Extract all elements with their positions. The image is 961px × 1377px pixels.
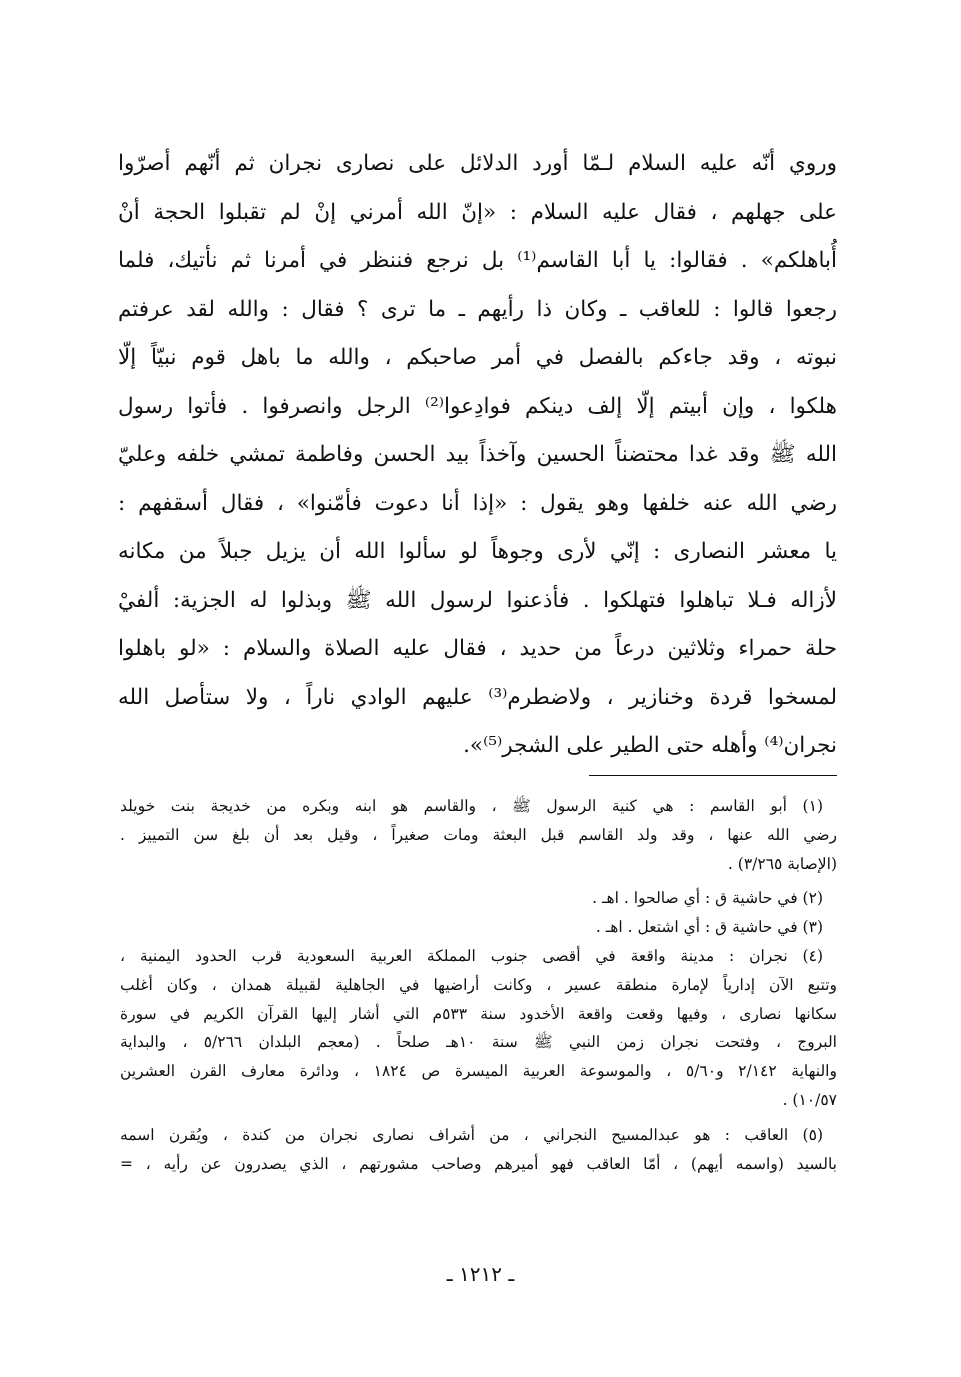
footnote-1 xyxy=(120,792,837,878)
main-text-line: على جهلهم ، فقال عليه السلام : «إنّ الله أمرني إنْ لم تقبلوا الحجة أنْ xyxy=(118,199,837,225)
main-text-block xyxy=(118,140,837,771)
footnote-line: وتتبع الآن إدارياً لإمارة منطقة عسير ، وكانت أراضيها في الجاهلية لقبيلة همدان ، وكان أغلب xyxy=(120,975,837,994)
footnote-separator xyxy=(589,775,837,776)
main-text-line: الله ﷺ وقد غدا محتضناً الحسين وآخذاً بيد الحسن وفاطمة تمشي خلفه وعليّ xyxy=(118,442,837,467)
main-text-line: وروي أنّه عليه السلام لـمّا أورد الدلائل على نصارى نجران ثم أنّهم أصرّوا xyxy=(118,151,837,176)
main-text-line: حلة حمراء وثلاثين درعاً من حديد ، فقال عليه الصلاة والسلام : «لو باهلوا xyxy=(118,636,837,661)
main-text-line: نبوته ، وقد جاءكم بالفصل في أمر صاحبكم ، والله ما باهل قوم نبيّاً إلّا xyxy=(118,345,837,370)
main-text-line: رضي الله عنه خلفها وهو يقول : «إذا أنا دعوت فأمّنوا» ، فقال أسقفهم : xyxy=(118,490,837,516)
footnote-3 xyxy=(120,913,837,942)
footnote-line: (٢) في حاشية ق : أي صالحوا . اهـ . xyxy=(592,889,823,908)
footnote-line: (٥) العاقب : هو عبدالمسيح النجراني ، من أشراف نصارى نجران من كندة ، ويُقرن اسمه xyxy=(120,1125,823,1144)
main-text-line: رجعوا قالوا : للعاقب ـ وكان ذا رأيهم ـ ما ترى ؟ فقال : والله لقد عرفتم xyxy=(118,296,837,322)
main-text-line: يا معشر النصارى : إنّي لأرى وجوهاً لو سألوا الله أن يزيل جبلاً من مكانه xyxy=(118,539,837,564)
footnote-line: (٤) نجران : مدينة واقعة في أقصى جنوب المملكة العربية السعودية قرب الحدود اليمنية ، xyxy=(120,946,823,965)
main-text-line: هلكوا ، وإن أبيتم إلّا إلف دينكم فوادِعوا⁽²⁾ الرجل وانصرفوا . فأتوا رسول xyxy=(118,393,837,419)
footnote-line: (١) أبو القاسم : هي كنية الرسول ﷺ ، والقاسم هو ابنه وبكره من خديجة بنت خويلد xyxy=(120,797,823,815)
footnote-line: (الإصابة ٣/٢٦٥) . xyxy=(727,854,837,873)
main-text-line: نجران⁽⁴⁾ وأهله حتى الطير على الشجر⁽⁵⁾». xyxy=(463,733,837,758)
main-text-line: لأزاله فـلا تباهلوا فتهلكوا . فأذعنوا لرسول الله ﷺ وبذلوا له الجزية: ألفيْ xyxy=(118,587,837,613)
footnotes-block xyxy=(120,792,837,1178)
footnote-line: والنهاية ٢/١٤٢ و٥/٦٠ ، والموسوعة العربية الميسرة ص ١٨٢٤ ، ودائرة معارف القرن العشرين xyxy=(120,1062,837,1081)
main-text-line: أُباهلكم» . فقالوا: يا أبا القاسم⁽¹⁾ بل نرجع فننظر في أمرنا ثم نأتيك، فلما xyxy=(118,248,837,273)
footnote-5 xyxy=(120,1121,837,1179)
footnote-line: رضي الله عنها ، وقد ولد القاسم قبل البعثة ومات صغيراً ، وقيل بعد أن بلغ سن التمييز . xyxy=(120,825,837,844)
footnote-2 xyxy=(120,884,837,913)
footnote-line: البروج ، وفتحت نجران زمن النبي ﷺ سنة ١٠هـ صلحاً . (معجم البلدان ٥/٢٦٦ ، والبداية xyxy=(120,1033,837,1052)
footnote-line: سكانها نصارى ، وفيها وقعت واقعة الأخدود سنة ٥٣٣م التي أشار إليها القرآن الكريم في سورة xyxy=(120,1004,837,1023)
footnote-line: ١٠/٥٧) . xyxy=(782,1090,837,1109)
footnote-line: بالسيد (واسمه أيهم) ، أمّا العاقب فهو أميرهم وصاحب مشورتهم ، الذي يصدرون عن رأيه ، = xyxy=(120,1154,837,1173)
page-number: ـ ١٢١٢ ـ xyxy=(446,1262,515,1286)
main-text-line: لمسخوا قردة وخنازير ، ولاضطرم⁽³⁾ عليهم الوادي ناراً ، ولا ستأصل الله xyxy=(118,684,837,710)
footnote-line: (٣) في حاشية ق : أي اشتعل . اهـ . xyxy=(595,918,823,937)
footnote-4 xyxy=(120,942,837,1115)
